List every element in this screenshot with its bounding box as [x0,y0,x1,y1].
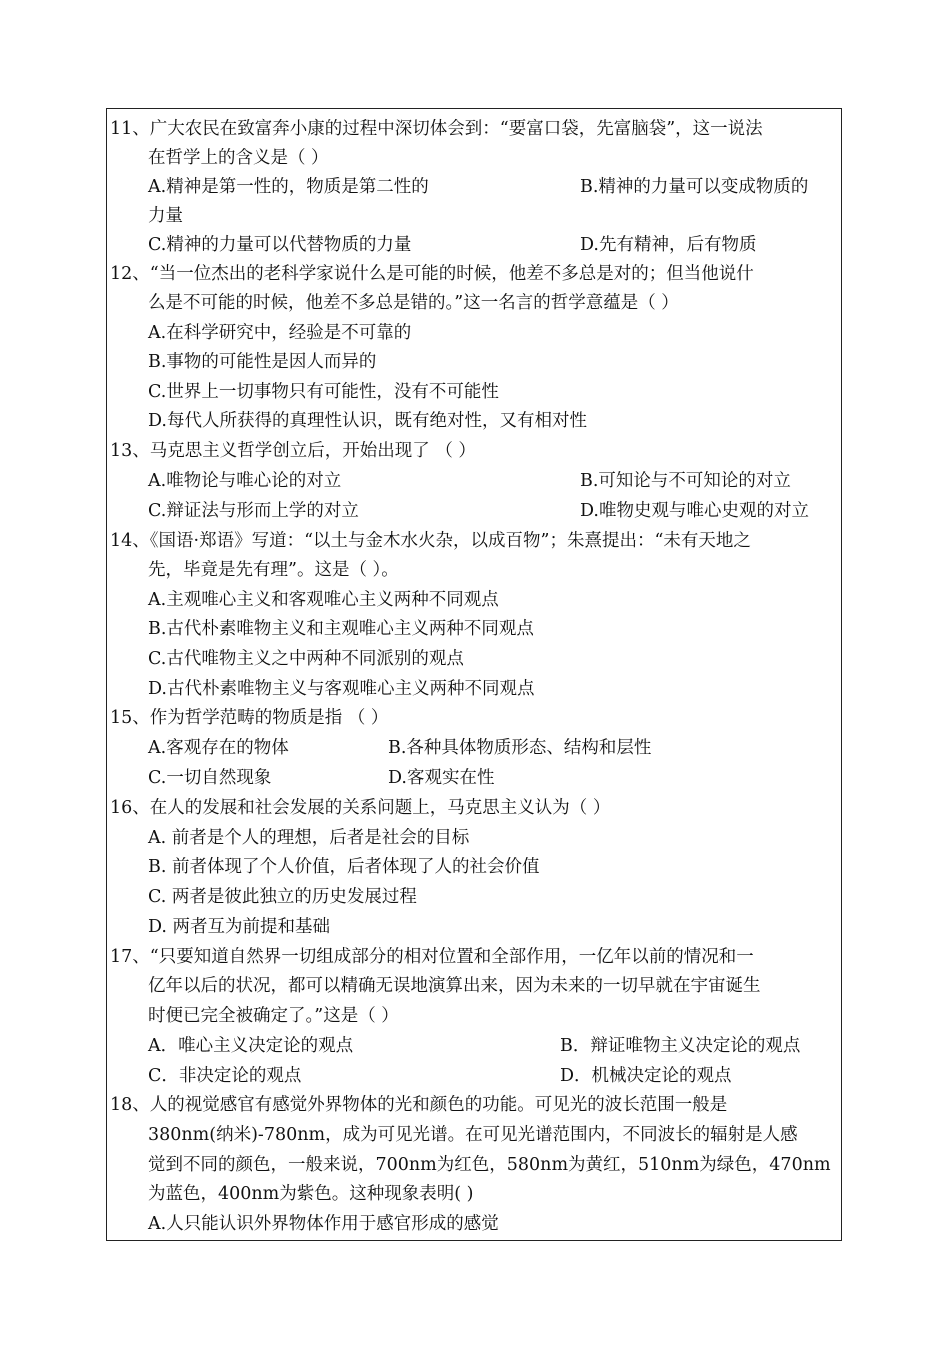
q13-stem-line-1: 13、马克思主义哲学创立后，开始出现了 （ ） [110,441,476,461]
q13-option-b: B.可知论与不可知论的对立 [580,471,791,491]
q17-option-d: D．机械决定论的观点 [560,1066,732,1086]
q11-option-b-cont: 力量 [148,206,183,226]
q17-option-b: B．辩证唯物主义决定论的观点 [560,1036,801,1056]
q15-option-c: C.一切自然现象 [148,768,272,788]
q11-stem-line-1: 11、广大农民在致富奔小康的过程中深切体会到：“要富口袋，先富脑袋”，这一说法 [110,119,763,139]
q12-stem-line-1: 12、“当一位杰出的老科学家说什么是可能的时候，他差不多总是对的；但当他说什 [110,264,754,284]
q18-stem-line-3: 觉到不同的颜色，一般来说，700nm为红色，580nm为黄红，510nm为绿色，470nm [148,1155,831,1175]
q11-option-d: D.先有精神，后有物质 [580,235,757,255]
q17-option-a: A．唯心主义决定论的观点 [148,1036,354,1056]
q15-stem-line-1: 15、作为哲学范畴的物质是指 （ ） [110,708,389,728]
q17-stem-line-2: 亿年以后的状况，都可以精确无误地演算出来，因为未来的一切早就在宇宙诞生 [148,976,761,996]
q14-stem-line-2: 先，毕竟是先有理”。这是（ ）。 [148,560,399,580]
q16-option-b: B. 前者体现了个人价值，后者体现了人的社会价值 [148,857,540,877]
q13-option-d: D.唯物史观与唯心史观的对立 [580,501,809,521]
q18-stem-line-2: 380nm(纳米)-780nm，成为可见光谱。在可见光谱范围内，不同波长的辐射是人感 [148,1125,798,1145]
q15-option-a: A.客观存在的物体 [148,738,289,758]
q17-stem-line-1: 17、“只要知道自然界一切组成部分的相对位置和全部作用，一亿年以前的情况和一 [110,947,754,967]
q14-option-b: B.古代朴素唯物主义和主观唯心主义两种不同观点 [148,619,534,639]
q14-option-c: C.古代唯物主义之中两种不同派别的观点 [148,649,464,669]
q16-stem-line-1: 16、在人的发展和社会发展的关系问题上，马克思主义认为（ ） [110,798,611,818]
q11-option-b: B.精神的力量可以变成物质的 [580,177,809,197]
q16-option-d: D. 两者互为前提和基础 [148,917,331,937]
q13-option-a: A.唯物论与唯心论的对立 [148,471,342,491]
q14-stem-line-1: 14、《国语·郑语》写道：“以土与金木水火杂，以成百物”；朱熹提出：“未有天地之 [110,531,751,551]
q17-stem-line-3: 时便已完全被确定了。”这是（ ） [148,1006,399,1026]
q14-option-a: A.主观唯心主义和客观唯心主义两种不同观点 [148,590,499,610]
q16-option-a: A. 前者是个人的理想，后者是社会的目标 [148,828,470,848]
q11-stem-line-2: 在哲学上的含义是（ ） [148,148,329,168]
q13-option-c: C.辩证法与形而上学的对立 [148,501,359,521]
q11-option-c: C.精神的力量可以代替物质的力量 [148,235,412,255]
q18-stem-line-4: 为蓝色，400nm为紫色。这种现象表明( ) [148,1184,474,1204]
q18-option-a: A.人只能认识外界物体作用于感官形成的感觉 [148,1214,499,1234]
q12-option-c: C.世界上一切事物只有可能性，没有不可能性 [148,382,499,402]
q11-option-a: A.精神是第一性的，物质是第二性的 [148,177,429,197]
q17-option-c: C．非决定论的观点 [148,1066,302,1086]
q12-stem-line-2: 么是不可能的时候，他差不多总是错的。”这一名言的哲学意蕴是（ ） [148,293,679,313]
q16-option-c: C. 两者是彼此独立的历史发展过程 [148,887,417,907]
q12-option-a: A.在科学研究中，经验是不可靠的 [148,323,412,343]
q12-option-b: B.事物的可能性是因人而异的 [148,352,377,372]
q15-option-b: B.各种具体物质形态、结构和层性 [388,738,652,758]
q14-option-d: D.古代朴素唯物主义与客观唯心主义两种不同观点 [148,679,535,699]
q15-option-d: D.客观实在性 [388,768,495,788]
q12-option-d: D.每代人所获得的真理性认识，既有绝对性，又有相对性 [148,411,587,431]
q18-stem-line-1: 18、人的视觉感官有感觉外界物体的光和颜色的功能。可见光的波长范围一般是 [110,1095,728,1115]
